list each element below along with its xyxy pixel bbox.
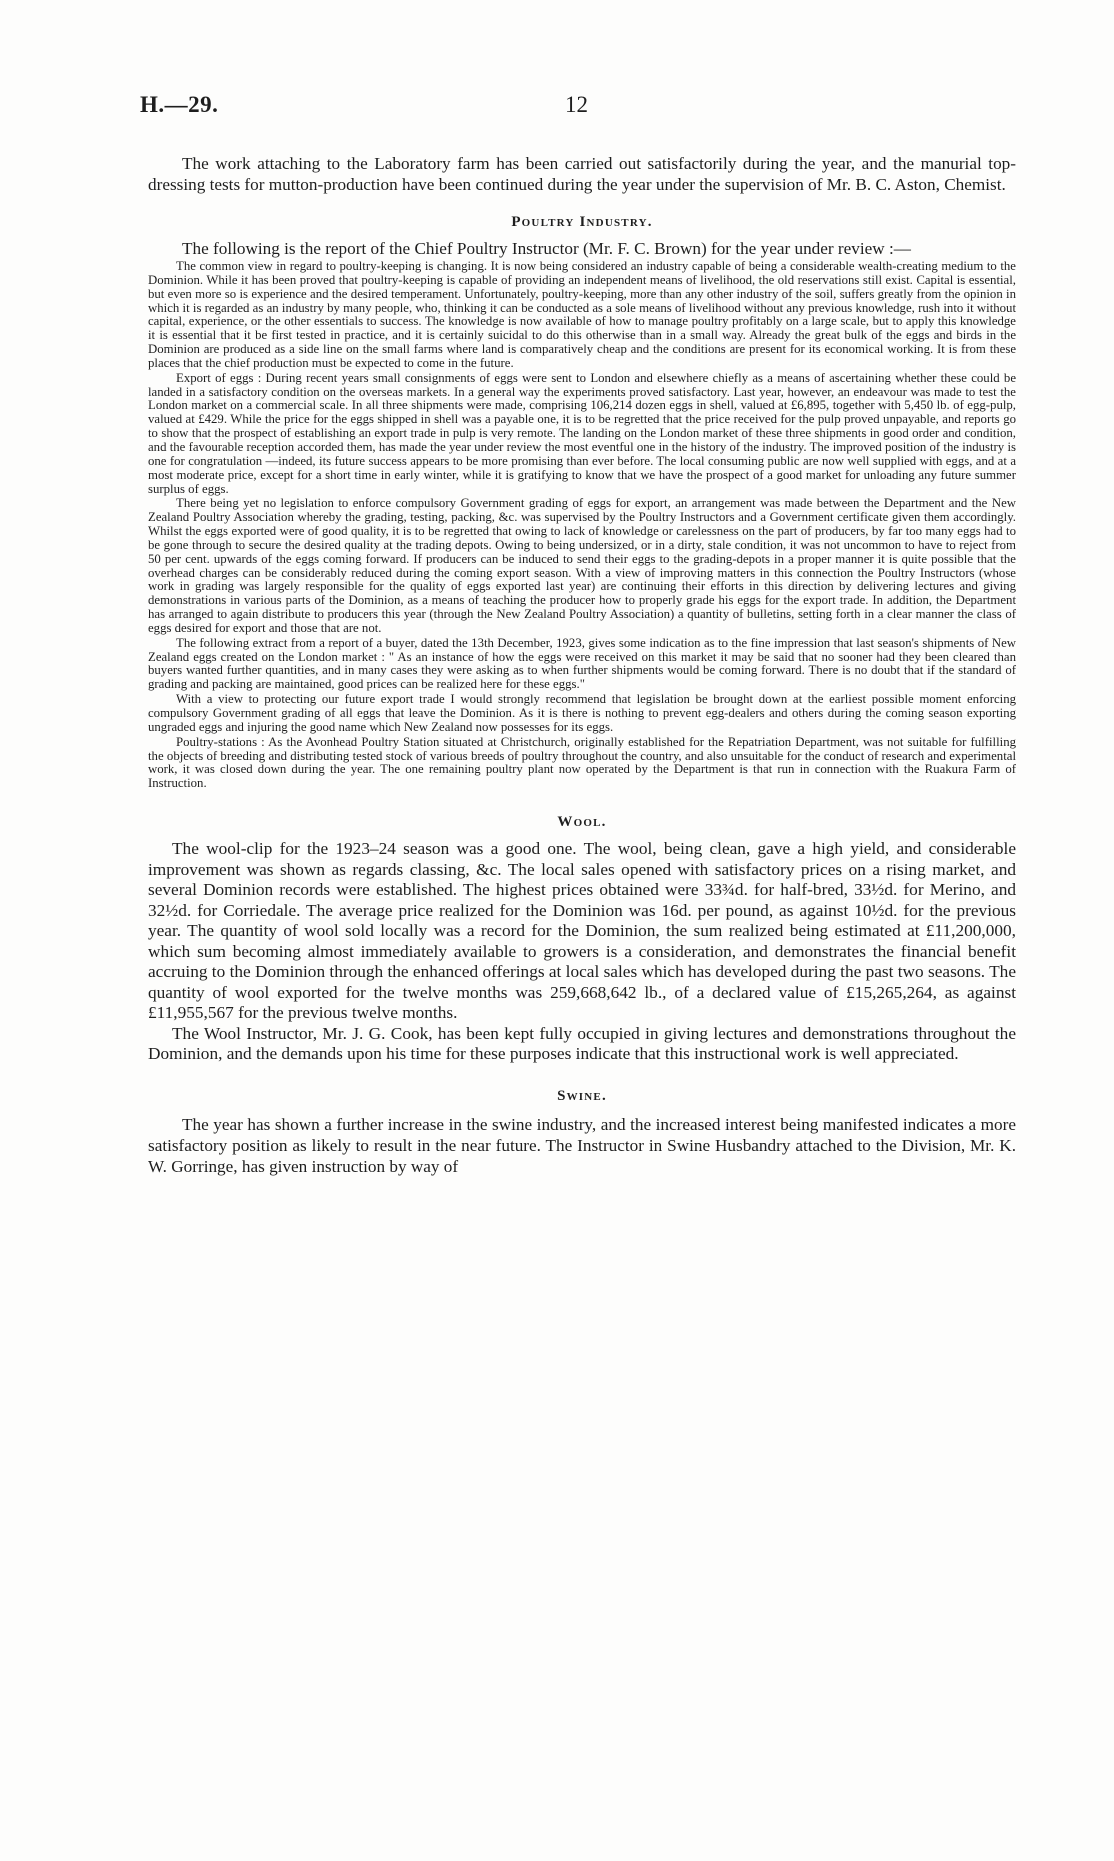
poultry-view-paragraph: The common view in regard to poultry-keeping is changing. It is now being considered an industry capable of being a considerable wealth-creating medium to the Dominion. While it has been proved that poultry-keeping is capable of providing an independent means of livelihood, the old reservations still exist. Capital is essential, but even more so is experience and the desired temperament. Unfortunately, poultry-keeping, more than any other industry of the soil, suffers greatly from the opinion in which it is regarded as an industry by many people, who, thinking it can be conducted as a sole means of livelihood without any previous knowledge, rush into it without capital, experience, or the other essentials to success. The knowledge is now available of how to manage poultry profitably on a large scale, but to apply this knowledge it is essential that it be first tested in practice, and it is certainly suicidal to do this otherwise than in a small way. Already the great bulk of the eggs and birds in the Dominion are produced as a side line on the small farms where land is comparatively cheap and the conditions are present for its economical working. It is from these places that the chief production must be expected to come in the future. [148,259,1016,370]
legislation-recommendation-paragraph: With a view to protecting our future export trade I would strongly recommend that legislation be brought down at the earliest possible moment enforcing compulsory Government grading of all eggs that leave the Dominion. As it is there is nothing to prevent egg-dealers and others during the coming season exporting ungraded eggs and injuring the good name which New Zealand now possesses for its eggs. [148,692,1016,734]
poultry-lead-paragraph: The following is the report of the Chief Poultry Instructor (Mr. F. C. Brown) for the year under review :— [182,239,911,258]
export-of-eggs-paragraph: Export of eggs : During recent years small consignments of eggs were sent to London and elsewhere chiefly as a means of ascertaining whether these could be landed in a satisfactory condition on the overseas markets. In a general way the experiments proved satisfactory. Last year, however, an endeavour was made to test the London market on a commercial scale. In all three shipments were made, comprising 106,214 dozen eggs in shell, valued at £6,895, together with 5,450 lb. of egg-pulp, valued at £429. While the price for the eggs shipped in shell was a payable one, it is to be regretted that the price received for the pulp proved unpayable, and reports go to show that the prospect of establishing an export trade in pulp is very remote. The landing on the London market of these three shipments in good order and condition, and the favourable reception accorded them, has made the year under review the most eventful one in the history of the industry. The improved position of the industry is one for congratulation —indeed, its future success appears to be more promising than ever before. The local consuming public are now well supplied with eggs, and at a most moderate price, except for a short time in early winter, while it is gratifying to know that we have the prospect of a good market for unloading any future summer surplus of eggs. [148,370,1016,496]
swine-heading: Swine. [557,1087,607,1104]
egg-grading-paragraph: There being yet no legislation to enforce compulsory Government grading of eggs for export, an arrangement was made between the Department and the New Zealand Poultry Association whereby the grading, testing, packing, &c. was supervised by the Poultry Instructors and a Government certificate given them accordingly. Whilst the eggs exported were of good quality, it is to be regretted that owing to lack of knowledge or carelessness on the part of producers, by far too many eggs had to be gone through to secure the desired quality at the trading depots. Owing to being undersized, or in a dirty, stale condition, it was not uncommon to have to reject from 50 per cent. upwards of the eggs coming forward. If producers can be induced to send their eggs to the grading-depots in a proper manner it is quite possible that the overhead charges can be considerably reduced during the coming export season. With a view of improving matters in this connection the Poultry Instructors (whose work in grading was largely responsible for the quality of eggs exported last year) are continuing their efforts in this direction by delivering lectures and giving demonstrations in various parts of the Dominion, as a means of teaching the producer how to properly grade his eggs for the export trade. In addition, the Department has arranged to again distribute to producers this year (through the New Zealand Poultry Association) a quantity of bulletins, setting forth in a clear manner the class of eggs desired for export and those that are not. [148,496,1016,635]
poultry-industry-heading: Poultry Industry. [511,214,653,230]
page-header [140,92,1000,132]
page-body [148,153,1016,1177]
wool-instructor-paragraph: The Wool Instructor, Mr. J. G. Cook, has been kept fully occupied in giving lectures and demonstrations throughout the Dominion, and the demands upon his time for these purposes indicate that this instructional work is well appreciated. [148,1023,1016,1064]
buyer-report-paragraph: The following extract from a report of a buyer, dated the 13th December, 1923, gives some indication as to the fine impression that last season's shipments of New Zealand eggs created on the London market : " As an instance of how the eggs were received on this market it may be said that no sooner had they been cleared than buyers wanted further quantities, and in many cases they were asking as to when further shipments would be coming forward. There is no doubt that if the standard of grading and packing are maintained, good prices can be realized here for these eggs." [148,635,1016,692]
wool-heading: Wool. [557,814,607,831]
intro-paragraph: The work attaching to the Laboratory farm has been carried out satisfactorily during the year, and the manurial top-dressing tests for mutton-production have been continued during the year under the supervision of Mr. B. C. Aston, Chemist. [148,154,1016,194]
wool-clip-paragraph: The wool-clip for the 1923–24 season was a good one. The wool, being clean, gave a high yield, and considerable improvement was shown as regards classing, &c. The local sales opened with satisfactory prices on a rising market, and several Dominion records were established. The highest prices obtained were 33¾d. for half-bred, 33½d. for Merino, and 32½d. for Corriedale. The average price realized for the Dominion was 16d. per pound, as against 10½d. for the previous year. The quantity of wool sold locally was a record for the Dominion, the sum realized being estimated at £11,200,000, which sum becoming almost immediately available to growers is a consideration, and demonstrates the financial benefit accruing to the Dominion through the enhanced offerings at local sales which has developed during the past two seasons. The quantity of wool exported for the twelve months was 259,668,642 lb., of a declared value of £15,265,264, as against £11,955,567 for the previous twelve months. [148,839,1016,1023]
swine-paragraph: The year has shown a further increase in the swine industry, and the increased interest being manifested indicates a more satisfactory position as likely to result in the near future. The Instructor in Swine Husbandry attached to the Division, Mr. K. W. Gorringe, has given instruction by way of [148,1114,1016,1176]
page-number: 12 [565,92,588,117]
poultry-stations-paragraph: Poultry-stations : As the Avonhead Poultry Station situated at Christchurch, originally established for the Repatriation Department, was not suitable for fulfilling the objects of breeding and distributing tested stock of various breeds of poultry throughout the country, and also unsuitable for the conduct of research and experimental work, it was closed down during the year. The one remaining poultry plant now operated by the Department is that run in connection with the Ruakura Farm of Instruction. [148,734,1016,791]
document-id: H.—29. [140,92,219,117]
